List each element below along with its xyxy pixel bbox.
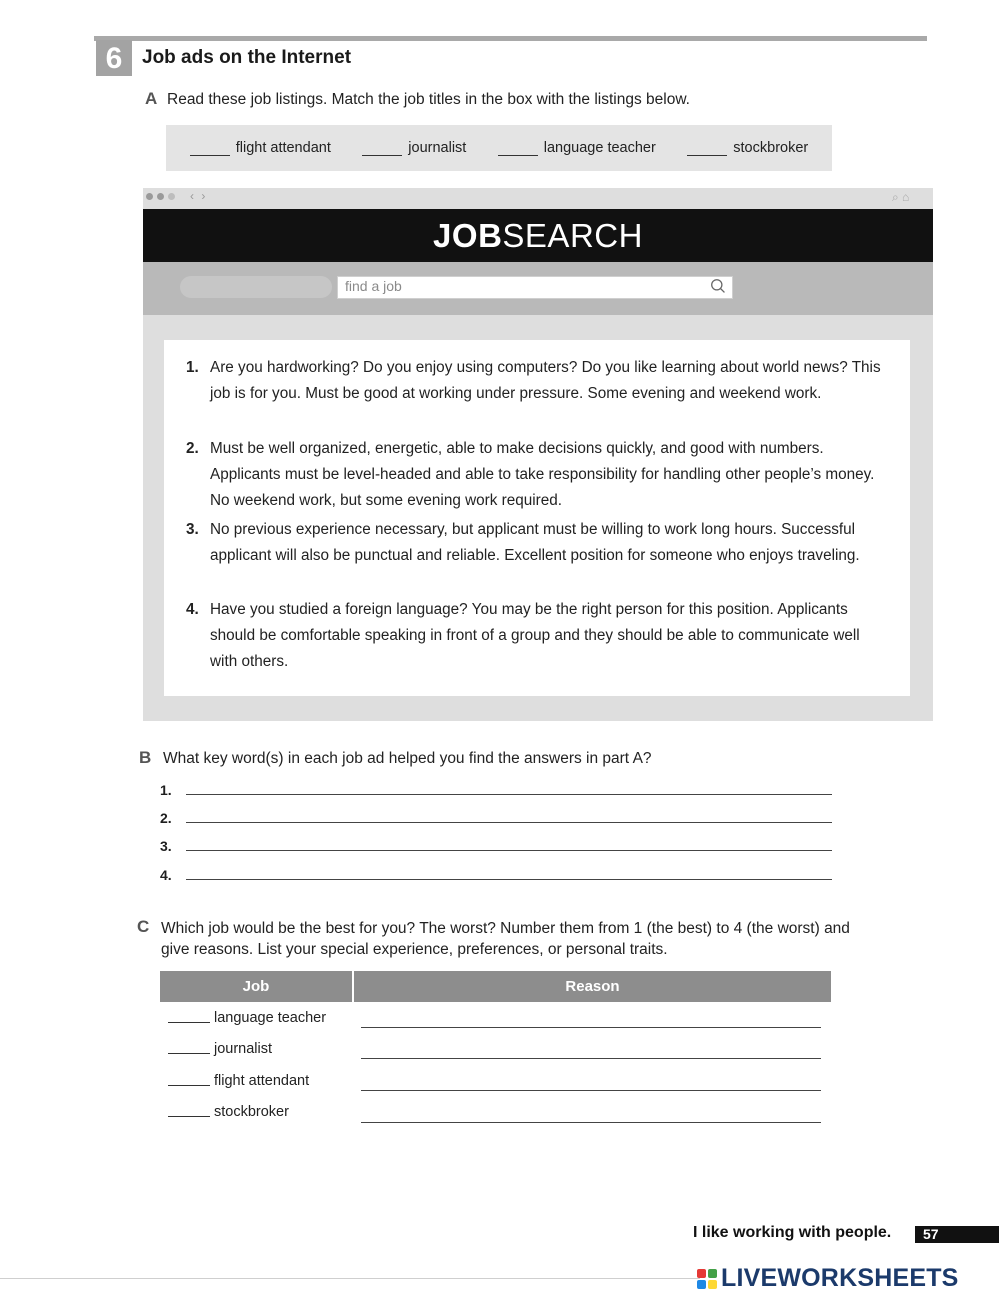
logo-bold: JOB [433, 217, 503, 254]
footer-unit-title: I like working with people. [693, 1224, 892, 1241]
answer-blank[interactable] [190, 141, 230, 156]
logo-light: SEARCH [502, 217, 643, 254]
reason-line[interactable] [361, 1121, 821, 1123]
reason-line[interactable] [361, 1026, 821, 1028]
word-box [166, 125, 832, 171]
table-header-job: Job [160, 971, 352, 1002]
answer-row [160, 867, 832, 883]
listing-text: No previous experience necessary, but applicant must be willing to work long hours. Successful applicant will also be punctual and reliable. Excellent position for someone who enjoys traveling. [210, 521, 860, 564]
answer-number: 4. [160, 867, 172, 883]
answer-line[interactable] [186, 793, 832, 795]
word-label: stockbroker [733, 140, 809, 156]
word-label: journalist [408, 140, 467, 156]
bottom-rule [0, 1278, 700, 1279]
word-box-item [498, 140, 656, 156]
listing-number: 4. [186, 601, 199, 618]
table-row [168, 1041, 272, 1057]
part-a-instruction: Read these job listings. Match the job titles in the box with the listings below. [167, 91, 690, 108]
job-name: language teacher [214, 1010, 327, 1026]
window-dots [146, 193, 175, 200]
job-name: stockbroker [214, 1104, 289, 1120]
search-placeholder: find a job [345, 278, 402, 294]
job-listing [186, 517, 886, 569]
brand-name: LIVEWORKSHEETS [721, 1264, 959, 1292]
table-header-reason: Reason [354, 971, 831, 1002]
rank-blank[interactable] [168, 1021, 210, 1023]
liveworksheets-logo [697, 1264, 959, 1293]
answer-blank[interactable] [362, 141, 402, 156]
logo-grid-icon [697, 1269, 717, 1289]
part-c-instruction-2: give reasons. List your special experience, preferences, or personal traits. [161, 941, 668, 958]
reason-line[interactable] [361, 1089, 821, 1091]
word-box-item [687, 140, 808, 156]
job-listing [186, 436, 886, 514]
listing-number: 1. [186, 359, 199, 376]
rank-blank[interactable] [168, 1052, 210, 1054]
table-row [168, 1073, 309, 1089]
part-c-instruction-1: Which job would be the best for you? The worst? Number them from 1 (the best) to 4 (the worst) and [161, 920, 850, 937]
answer-row [160, 838, 832, 854]
jobsearch-logo-bar [143, 209, 933, 262]
word-box-item [362, 140, 466, 156]
answer-line[interactable] [186, 849, 832, 851]
section-title: Job ads on the Internet [142, 47, 352, 68]
answer-number: 1. [160, 782, 172, 798]
job-listing [186, 355, 886, 407]
reason-line[interactable] [361, 1057, 821, 1059]
part-b-instruction: What key word(s) in each job ad helped you find the answers in part A? [163, 750, 652, 767]
rank-blank[interactable] [168, 1115, 210, 1117]
word-label: language teacher [543, 140, 656, 156]
word-box-item [190, 140, 331, 156]
listing-text: Are you hardworking? Do you enjoy using computers? Do you like learning about world news? This job is for you. Must be good at working under pressure. Some evening and weekend work. [210, 359, 881, 402]
answer-row [160, 782, 832, 798]
dot-icon [146, 193, 153, 200]
table-row [168, 1104, 289, 1120]
table-row [168, 1010, 326, 1026]
section-number: 6 [96, 40, 132, 76]
faint-filter-pill [180, 276, 332, 298]
dot-icon [157, 193, 164, 200]
listing-text: Have you studied a foreign language? You may be the right person for this position. Applicants should be comfortable speaking in front of a group and they should be able to communicate well with others. [210, 601, 860, 670]
part-b-letter: B [139, 748, 152, 767]
answer-row [160, 810, 832, 826]
rank-blank[interactable] [168, 1084, 210, 1086]
page-number: 57 [915, 1226, 999, 1243]
word-label: flight attendant [235, 140, 331, 156]
job-name: journalist [214, 1041, 273, 1057]
job-name: flight attendant [214, 1073, 310, 1089]
top-rule [94, 36, 927, 41]
answer-line[interactable] [186, 821, 832, 823]
browser-corner-icons: ⌕ ⌂ [892, 190, 910, 204]
listing-number: 2. [186, 440, 199, 457]
job-listing [186, 597, 886, 675]
nav-arrows-icon: ‹ › [190, 189, 208, 203]
dot-icon [168, 193, 175, 200]
part-c-letter: C [137, 917, 150, 936]
listing-text: Must be well organized, energetic, able to make decisions quickly, and good with numbers. Applicants must be level-headed and able to take responsibility for handling other people’s money. No weekend work, but some evening work required. [210, 440, 875, 509]
answer-number: 3. [160, 838, 172, 854]
answer-blank[interactable] [498, 141, 538, 156]
answer-blank[interactable] [687, 141, 727, 156]
answer-line[interactable] [186, 878, 832, 880]
search-icon[interactable] [710, 278, 727, 295]
listing-number: 3. [186, 521, 199, 538]
part-a-letter: A [145, 89, 158, 108]
answer-number: 2. [160, 810, 172, 826]
